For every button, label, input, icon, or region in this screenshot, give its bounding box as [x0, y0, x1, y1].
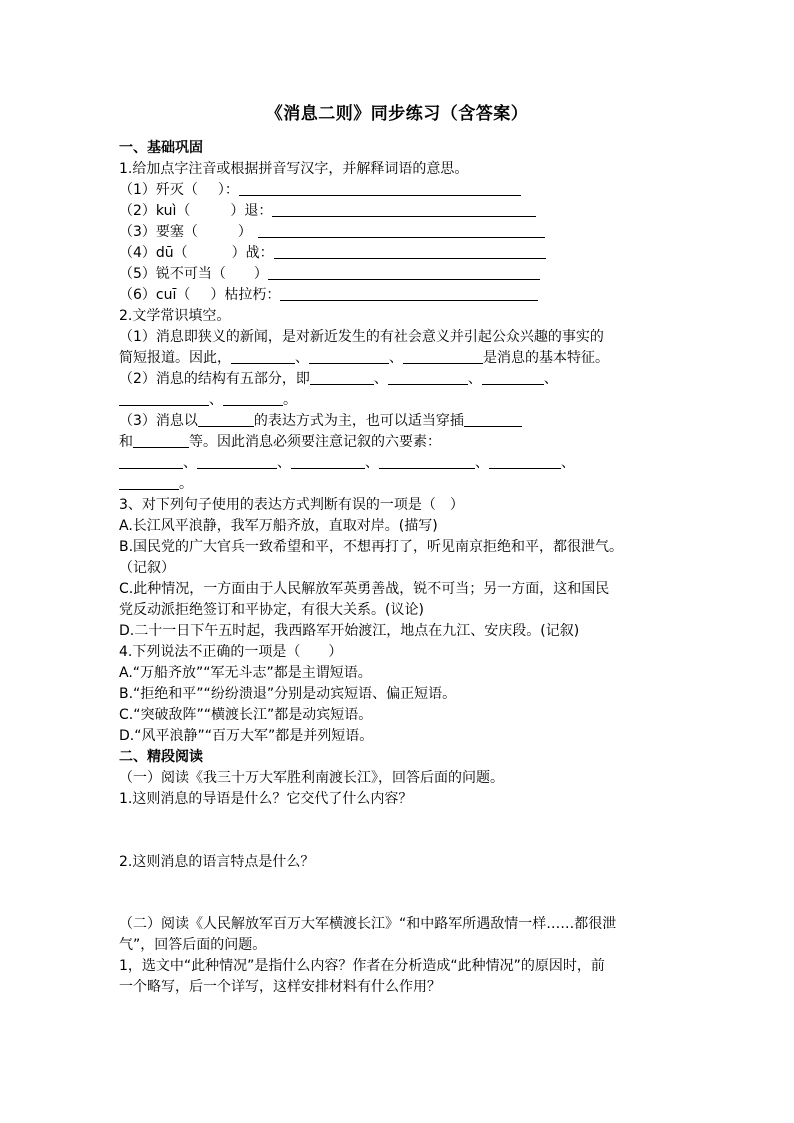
q2-part2-line1: （2）消息的结构有五部分，即 、 、 、: [119, 371, 558, 387]
q2-part3-line1: （3）消息以 的表达方式为主，也可以适当穿插: [119, 411, 699, 432]
q3-option-b-line2: （记叙）: [119, 560, 175, 576]
answer-blank[interactable]: [291, 454, 365, 469]
q2-part1-line2: 简短报道。因此， 、 、 是消息的基本特征。: [119, 350, 609, 366]
reading-2-question-1-line2: 一个略写，后一个详写，这样安排材料有什么作用？: [119, 979, 441, 995]
answer-blank[interactable]: [274, 244, 546, 259]
answer-blank[interactable]: [388, 370, 468, 385]
answer-blank[interactable]: [133, 433, 189, 448]
reading-2-intro-line2: 气”，回答后面的问题。: [119, 937, 267, 953]
answer-blank[interactable]: [482, 370, 544, 385]
q2-part1-line1: （1）消息即狭义的新闻，是对新近发生的有社会意义并引起公众兴趣的事实的: [119, 329, 604, 345]
answer-blank[interactable]: [268, 265, 540, 280]
q2-part3-line3: 、 、 、 、 、: [119, 453, 699, 474]
answer-blank[interactable]: [310, 370, 374, 385]
q1-item-3: （3）要塞（ ）: [119, 222, 699, 243]
q1-item-4: （4）dū（ ）战：: [119, 243, 699, 264]
q1-item-6: （6）cuī（ ）枯拉朽：: [119, 285, 699, 306]
q3-option-d: D.二十一日下午五时起，我西路军开始渡江，地点在九江、安庆段。(记叙): [119, 623, 580, 639]
answer-blank[interactable]: [239, 181, 521, 196]
answer-blank[interactable]: [231, 349, 295, 364]
q1-item-1: （1）歼灭（ ）：: [119, 180, 699, 201]
answer-blank[interactable]: [258, 223, 545, 238]
question-3-prompt: 3、对下列句子使用的表达方式判断有误的一项是（ ）: [119, 497, 464, 513]
q4-option-c: C.“突破敌阵”“横渡长江”都是动宾短语。: [119, 707, 373, 723]
q4-option-d: D.“风平浪静”“百万大军”都是并列短语。: [119, 728, 374, 744]
answer-blank[interactable]: [198, 412, 254, 427]
answer-blank[interactable]: [119, 391, 209, 406]
q4-option-a: A.“万船齐放”“军无斗志”都是主谓短语。: [119, 665, 372, 681]
page-title: 《消息二则》同步练习（含答案）: [265, 104, 529, 124]
answer-blank[interactable]: [197, 454, 277, 469]
answer-blank[interactable]: [280, 286, 538, 301]
q3-option-c-line2: 党反动派拒绝签订和平协定，有很大关系。(议论): [119, 602, 424, 618]
reading-2-question-1-line1: 1，选文中“此种情况”是指什么内容？作者在分析造成“此种情况”的原因时，前: [119, 958, 605, 974]
question-2-prompt: 2.文学常识填空。: [119, 308, 231, 324]
reading-1-question-1: 1.这则消息的导语是什么？它交代了什么内容？: [119, 791, 413, 807]
answer-blank[interactable]: [119, 475, 179, 490]
question-1-prompt: 1.给加点字注音或根据拼音写汉字，并解释词语的意思。: [119, 161, 469, 177]
q4-option-b: B.“拒绝和平”“纷纷溃退”分别是动宾短语、偏正短语。: [119, 686, 457, 702]
section-heading-reading: 二、精段阅读: [119, 749, 203, 765]
answer-blank[interactable]: [272, 202, 536, 217]
q2-part3-line4: 。: [119, 474, 699, 495]
reading-1-question-2: 2.这则消息的语言特点是什么？: [119, 854, 315, 870]
q1-item-2: （2）kuì（ ）退：: [119, 201, 699, 222]
q3-option-b-line1: B.国民党的广大官兵一致希望和平，不想再打了，听见南京拒绝和平，都很泄气。: [119, 539, 624, 555]
answer-blank[interactable]: [309, 349, 389, 364]
answer-blank[interactable]: [223, 391, 283, 406]
q3-option-c-line1: C.此种情况，一方面由于人民解放军英勇善战，锐不可当；另一方面，这和国民: [119, 581, 610, 597]
q2-part3-line2: 和 等。因此消息必须要注意记叙的六要素：: [119, 434, 441, 450]
q3-option-a: A.长江风平浪静，我军万船齐放，直取对岸。(描写): [119, 518, 438, 534]
q2-part2-line2: 、 。: [119, 390, 699, 411]
answer-blank[interactable]: [489, 454, 561, 469]
q1-item-5: （5）锐不可当（ ）: [119, 264, 699, 285]
reading-1-intro: （一）阅读《我三十万大军胜利南渡长江》，回答后面的问题。: [119, 770, 504, 786]
section-heading-basics: 一、基础巩固: [119, 140, 203, 156]
answer-blank[interactable]: [464, 412, 522, 427]
answer-blank[interactable]: [379, 454, 475, 469]
reading-2-intro-line1: （二）阅读《人民解放军百万大军横渡长江》“和中路军所遇敌情一样……都很泄: [119, 916, 617, 932]
answer-blank[interactable]: [403, 349, 483, 364]
question-4-prompt: 4.下列说法不正确的一项是（ ）: [119, 644, 343, 660]
answer-blank[interactable]: [119, 454, 183, 469]
